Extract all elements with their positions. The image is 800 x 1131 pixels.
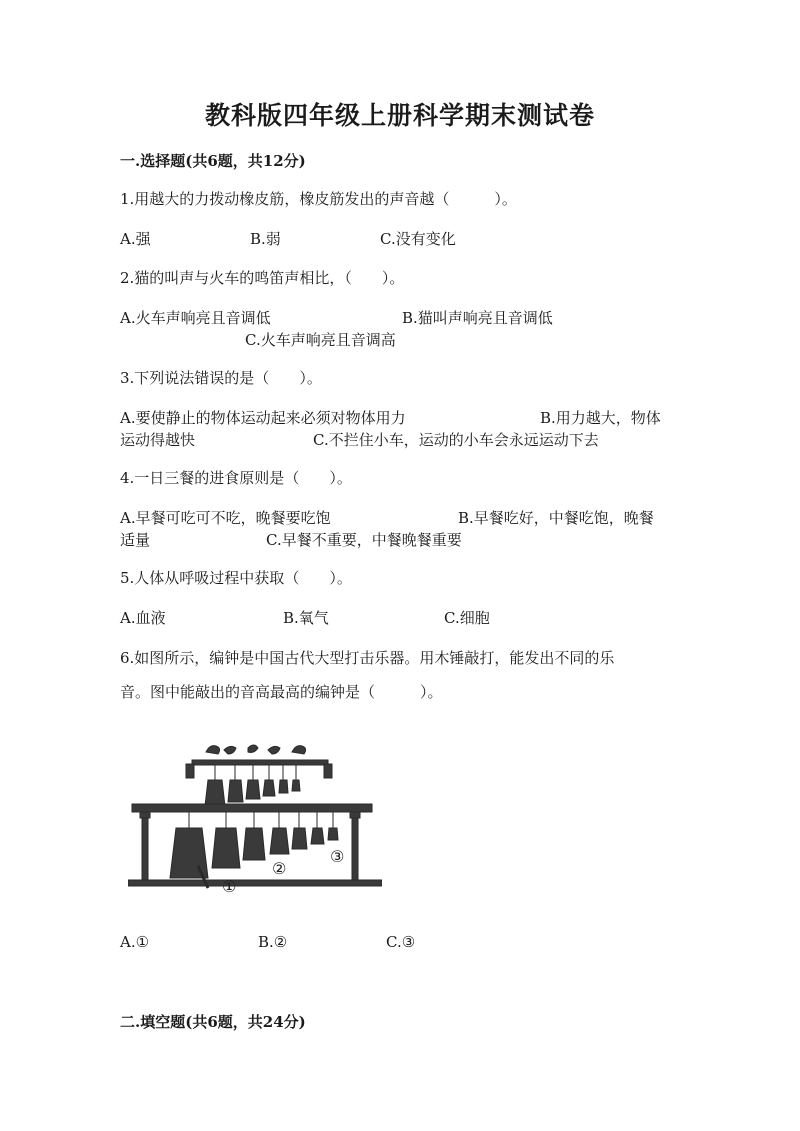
question-4: 4.一日三餐的进食原则是（ ）。 — [120, 469, 352, 487]
q4-option-b[interactable]: B.早餐吃好，中餐吃饱，晚餐 — [458, 509, 654, 527]
page-title: 教科版四年级上册科学期末测试卷 — [204, 101, 595, 130]
chime-bells-figure — [128, 738, 382, 898]
q1-option-c[interactable]: C.没有变化 — [380, 230, 456, 248]
q3-option-b-continued: 运动得越快 — [120, 431, 196, 449]
bell-label-1: ① — [222, 877, 237, 896]
q6-option-c[interactable]: C.③ — [386, 933, 416, 951]
question-6: 6.如图所示，编钟是中国古代大型打击乐器。用木锤敲打，能发出不同的乐 — [120, 649, 615, 667]
question-3: 3.下列说法错误的是（ ）。 — [120, 369, 322, 387]
q4-option-c[interactable]: C.早餐不重要，中餐晚餐重要 — [266, 531, 462, 549]
q2-option-a[interactable]: A.火车声响亮且音调低 — [120, 309, 271, 327]
q6-option-b[interactable]: B.② — [258, 933, 288, 951]
question-1: 1.用越大的力拨动橡皮筋，橡皮筋发出的声音越（ ）。 — [120, 190, 517, 208]
section-heading-choice: 一.选择题(共6题，共12分) — [120, 152, 306, 170]
question-6-line-2: 音。图中能敲出的音高最高的编钟是（ ）。 — [120, 683, 443, 701]
q6-option-a[interactable]: A.① — [120, 933, 150, 951]
bell-label-2: ② — [272, 859, 287, 878]
q5-option-c[interactable]: C.细胞 — [444, 609, 490, 627]
q3-option-b[interactable]: B.用力越大，物体 — [540, 409, 661, 427]
section-heading-fill-blank: 二.填空题(共6题，共24分) — [120, 1013, 306, 1031]
q1-option-a[interactable]: A.强 — [120, 230, 151, 248]
question-5: 5.人体从呼吸过程中获取（ ）。 — [120, 569, 352, 587]
q1-option-b[interactable]: B.弱 — [250, 230, 281, 248]
bell-label-3: ③ — [330, 847, 345, 866]
q2-option-b[interactable]: B.猫叫声响亮且音调低 — [402, 309, 553, 327]
q2-option-c[interactable]: C.火车声响亮且音调高 — [245, 331, 396, 349]
q4-option-a[interactable]: A.早餐可吃可不吃，晚餐要吃饱 — [120, 509, 331, 527]
q3-option-a[interactable]: A.要使静止的物体运动起来必须对物体用力 — [120, 409, 406, 427]
question-2: 2.猫的叫声与火车的鸣笛声相比，（ ）。 — [120, 269, 405, 287]
q5-option-a[interactable]: A.血液 — [120, 609, 166, 627]
q3-option-c[interactable]: C.不拦住小车，运动的小车会永远运动下去 — [313, 431, 599, 449]
q5-option-b[interactable]: B.氧气 — [283, 609, 329, 627]
q4-option-b-continued: 适量 — [120, 531, 151, 549]
